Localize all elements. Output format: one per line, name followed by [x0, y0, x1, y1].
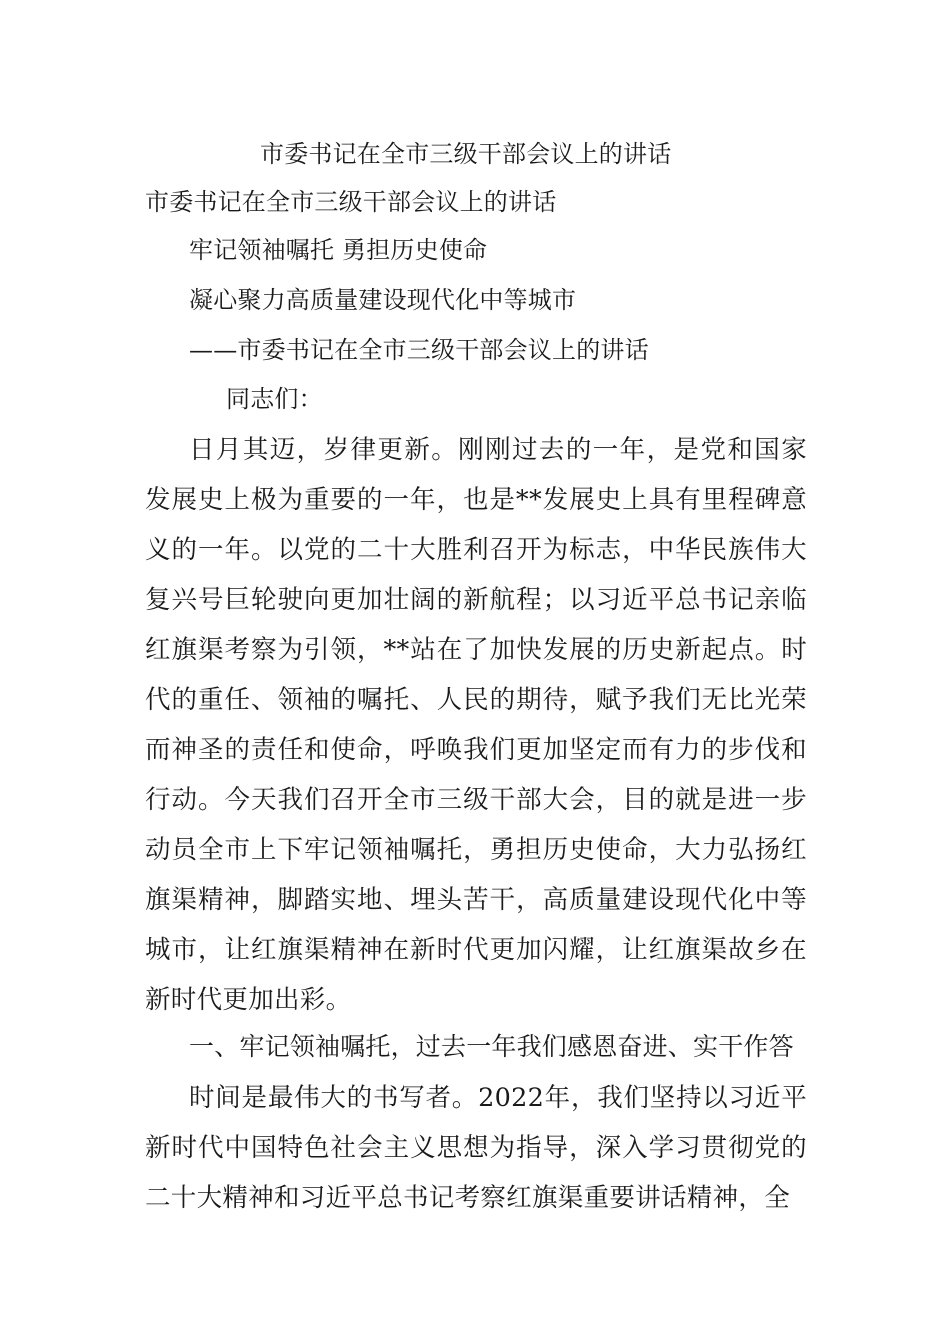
repeat-title: 市委书记在全市三级干部会议上的讲话 [145, 188, 557, 216]
headline-2: 凝心聚力高质量建设现代化中等城市 [189, 286, 577, 314]
salutation: 同志们： [226, 385, 323, 413]
paragraph-1: 日月其迈，岁律更新。刚刚过去的一年，是党和国家发展史上极为重要的一年，也是**发展史上具有里程碑意义的一年。以党的二十大胜利召开为标志，中华民族伟大复兴号巨轮驶向更加壮阔的新航程；以习近平总书记亲临红旗渠考察为引领，**站在了加快发展的历史新起点。时代的重任、领袖的嘱托、人民的期待，赋予我们无比光荣而神圣的责任和使命，呼唤我们更加坚定而有力的步伐和行动。今天我们召开全市三级干部大会，目的就是进一步动员全市上下牢记领袖嘱托，勇担历史使命，大力弘扬红旗渠精神，脚踏实地、埋头苦干，高质量建设现代化中等城市，让红旗渠精神在新时代更加闪耀，让红旗渠故乡在新时代更加出彩。 [145, 435, 807, 1015]
byline: ——市委书记在全市三级干部会议上的讲话 [189, 336, 649, 364]
paragraph-2: 时间是最伟大的书写者。2022年，我们坚持以习近平新时代中国特色社会主义思想为指导，深入学习贯彻党的二十大精神和习近平总书记考察红旗渠重要讲话精神，全 [145, 1083, 807, 1213]
headline-1: 牢记领袖嘱托 勇担历史使命 [189, 236, 488, 264]
section-1-heading: 一、牢记领袖嘱托，过去一年我们感恩奋进、实干作答 [189, 1032, 794, 1061]
document-title: 市委书记在全市三级干部会议上的讲话 [260, 140, 672, 168]
